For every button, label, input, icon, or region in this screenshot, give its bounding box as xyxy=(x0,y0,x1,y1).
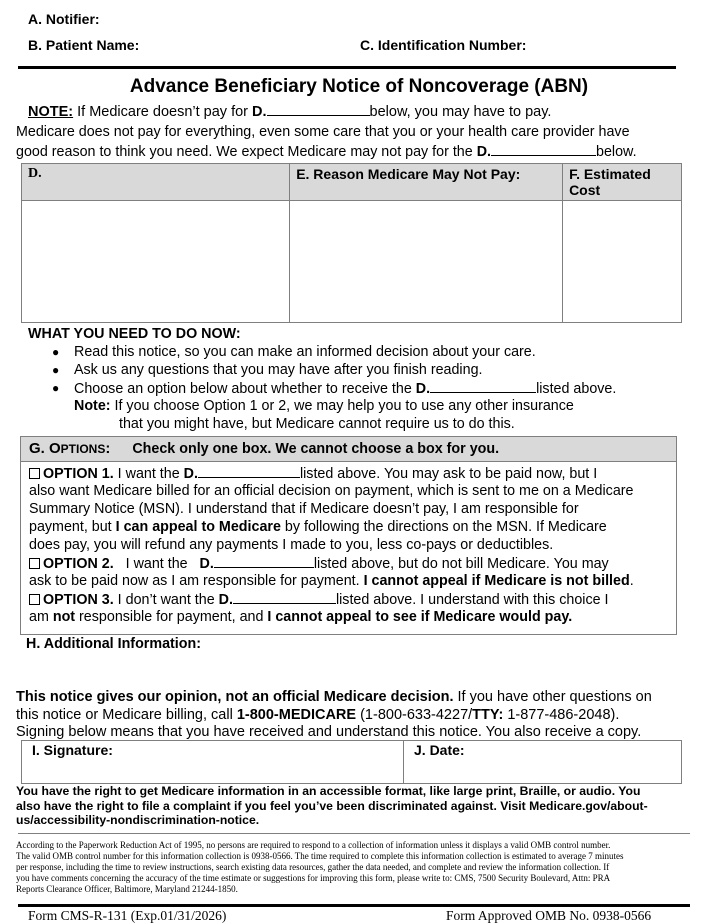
option-3-label: OPTION 3. xyxy=(43,592,114,608)
option-1-line-5: does pay, you will refund any payments I made to you, less co-pays or deductibles. xyxy=(29,537,554,553)
bullet-icon: ● xyxy=(52,381,60,395)
date-label: J. Date: xyxy=(414,742,465,758)
option-2-pre: I want the xyxy=(113,556,200,572)
intro-line-2 xyxy=(16,143,637,160)
opinion-line-3: Signing below means that you have received and understand this notice. You also receive a copy. xyxy=(16,724,642,740)
option-1-line-1 xyxy=(29,465,597,482)
option-2-no-appeal: I cannot appeal if Medicare is not billed xyxy=(363,573,630,589)
todo-item-2: Ask us any questions that you may have after you finish reading. xyxy=(74,362,483,378)
intro-d-ref: D. xyxy=(476,144,491,160)
pra-line-2: The valid OMB control number for this information collection is 0938-0566. The time required to complete this information collection is estimated to average 7 minutes xyxy=(16,851,624,861)
option-3-line-2-mid: responsible for payment, and xyxy=(75,609,268,625)
options-instruction: Check only one box. We cannot choose a box for you. xyxy=(132,441,500,457)
option-1-label: OPTION 1. xyxy=(43,466,114,482)
todo-note-line-1 xyxy=(74,398,574,414)
intro-line-2-end: below. xyxy=(596,144,637,160)
option-2-line-2-end: . xyxy=(629,573,634,589)
column-header-f xyxy=(563,164,682,201)
option-3-line-2 xyxy=(29,609,572,625)
todo-item-3 xyxy=(74,380,616,397)
option-2-label: OPTION 2. xyxy=(43,556,114,572)
form-id: Form CMS-R-131 (Exp.01/31/2026) xyxy=(28,908,227,923)
opinion-rest: If you have other questions on xyxy=(453,689,652,705)
pra-line-5: Reports Clearance Officer, Baltimore, Maryland 21244-1850. xyxy=(16,884,238,894)
column-header-d-text: D. xyxy=(28,166,42,181)
option-1-line-4 xyxy=(29,519,607,535)
note-line xyxy=(28,103,551,120)
page-title: Advance Beneficiary Notice of Noncoverage (ABN) xyxy=(129,76,589,97)
option-1-checkbox[interactable] xyxy=(29,468,40,479)
todo-heading: WHAT YOU NEED TO DO NOW: xyxy=(28,326,241,342)
opinion-line-2-pre: this notice or Medicare billing, call xyxy=(16,707,237,723)
column-header-f-line2: Cost xyxy=(569,182,601,198)
date-field[interactable] xyxy=(404,741,682,784)
option-2-post: listed above, but do not bill Medicare. You may xyxy=(313,556,609,572)
omb-number: Form Approved OMB No. 0938-0566 xyxy=(446,908,652,923)
phone-number: (1-800-633-4227/ xyxy=(356,707,473,723)
pra-line-4: you have comments concerning the accuracy of the time estimate or suggestions for improving this form, please write to: CMS, 7500 Security Boulevard, Attn: PRA xyxy=(16,873,611,883)
todo-item-3-end: listed above. xyxy=(536,381,617,397)
option-1-pre: I want the xyxy=(113,466,184,482)
rights-line-1: You have the right to get Medicare information in an accessible format, like large print, Braille, or audio. You xyxy=(16,784,641,798)
opinion-line-2 xyxy=(16,707,619,723)
items-table xyxy=(21,163,682,323)
column-header-d xyxy=(22,164,290,201)
signature-table xyxy=(21,740,682,784)
signature-field[interactable] xyxy=(22,741,404,784)
option-1-d-blank xyxy=(198,465,300,478)
options-box xyxy=(20,436,677,635)
options-heading-ptions: PTIONS xyxy=(60,442,106,456)
bullet-icon: ● xyxy=(52,363,60,377)
column-header-f-line1: F. Estimated xyxy=(569,166,651,182)
pra-statement xyxy=(16,840,623,895)
todo-note-line-2: that you might have, but Medicare cannot require us to do this. xyxy=(119,416,515,432)
option-1-post: listed above. You may ask to be paid now, but I xyxy=(299,466,598,482)
option-2-checkbox[interactable] xyxy=(29,558,40,569)
note-text: If Medicare doesn’t pay for xyxy=(73,104,253,120)
cell-e[interactable] xyxy=(290,201,563,323)
option-2-line-1 xyxy=(29,555,609,572)
option-3-no-appeal: I cannot appeal to see if Medicare would pay. xyxy=(267,609,573,625)
footer-divider xyxy=(18,904,690,907)
todo-item-1: Read this notice, so you can make an informed decision about your care. xyxy=(74,344,536,360)
rights-line-2: also have the right to file a complaint if you feel you’ve been discriminated against. Visit Medicare.gov/about- xyxy=(16,798,648,813)
option-3-line-1 xyxy=(29,591,609,608)
note-text-2: below, you may have to pay. xyxy=(369,104,552,120)
option-3-line-2-pre: am xyxy=(29,609,53,625)
rights-line-3: us/accessibility-nondiscrimination-notice. xyxy=(16,813,260,827)
signature-label: I. Signature: xyxy=(32,742,113,758)
options-heading-g: G. O xyxy=(29,440,61,457)
options-heading-colon: : xyxy=(105,440,111,457)
option-3-pre: I don’t want the xyxy=(113,592,219,608)
note-label: NOTE: xyxy=(28,104,74,120)
options-heading xyxy=(21,437,676,462)
option-2-line-2 xyxy=(29,573,634,589)
opinion-bold: This notice gives our opinion, not an official Medicare decision. xyxy=(16,689,454,705)
todo-d-blank xyxy=(430,380,536,393)
header-divider xyxy=(18,66,676,69)
intro-line-2-text: good reason to think you need. We expect Medicare may not pay for the xyxy=(16,144,477,160)
option-2-d-blank xyxy=(214,555,314,568)
note-d-blank xyxy=(267,103,370,116)
todo-note-label: Note: xyxy=(74,398,111,414)
pra-line-1: According to the Paperwork Reduction Act of 1995, no persons are required to respond to a collection of information unless it displays a valid OMB control number. xyxy=(16,840,611,850)
additional-information-label: H. Additional Information: xyxy=(26,636,201,652)
rights-divider xyxy=(18,833,690,834)
cell-f[interactable] xyxy=(563,201,682,323)
option-1-line-4-pre: payment, but xyxy=(29,519,116,535)
option-3-checkbox[interactable] xyxy=(29,594,40,605)
notifier-label: A. Notifier: xyxy=(28,11,100,27)
bullet-icon: ● xyxy=(52,345,60,359)
option-1-line-4-post: by following the directions on the MSN. If Medicare xyxy=(280,519,607,535)
todo-item-3-text: Choose an option below about whether to receive the xyxy=(74,381,416,397)
option-1-line-3: Summary Notice (MSN). I understand that if Medicare doesn’t pay, I am responsible for xyxy=(29,501,579,517)
option-1-line-2: also want Medicare billed for an official decision on payment, which is sent to me on a Medicare xyxy=(29,483,634,499)
option-2-d-ref: D. xyxy=(199,556,214,572)
column-header-e-text: E. Reason Medicare May Not Pay: xyxy=(296,166,521,182)
option-3-post: listed above. I understand with this choice I xyxy=(335,592,609,608)
patient-name-label: B. Patient Name: xyxy=(28,37,140,53)
rights-statement xyxy=(16,784,648,828)
option-1-d-ref: D. xyxy=(183,466,198,482)
option-3-d-ref: D. xyxy=(218,592,233,608)
pra-line-3: per response, including the time to review instructions, search existing data resources, gather the data needed, and complete and review the information collection. If xyxy=(16,862,610,872)
todo-d-ref: D. xyxy=(415,381,431,397)
todo-note-text: If you choose Option 1 or 2, we may help you to use any other insurance xyxy=(110,398,574,414)
intro-line-1: Medicare does not pay for everything, even some care that you or your health care provider have xyxy=(16,124,630,140)
identification-number-label: C. Identification Number: xyxy=(360,37,527,53)
opinion-line-1 xyxy=(16,689,652,705)
column-header-e xyxy=(290,164,563,201)
option-3-not: not xyxy=(52,609,76,625)
intro-d-blank xyxy=(491,143,596,156)
option-3-d-blank xyxy=(233,591,336,604)
note-d-ref: D. xyxy=(252,104,267,120)
tty-label: TTY: xyxy=(472,707,504,723)
phone-name: 1-800-MEDICARE xyxy=(236,707,357,723)
cell-d[interactable] xyxy=(22,201,290,323)
tty-number: 1-877-486-2048). xyxy=(503,707,620,723)
option-1-appeal: I can appeal to Medicare xyxy=(115,519,281,535)
option-2-line-2-pre: ask to be paid now as I am responsible for payment. xyxy=(29,573,364,589)
